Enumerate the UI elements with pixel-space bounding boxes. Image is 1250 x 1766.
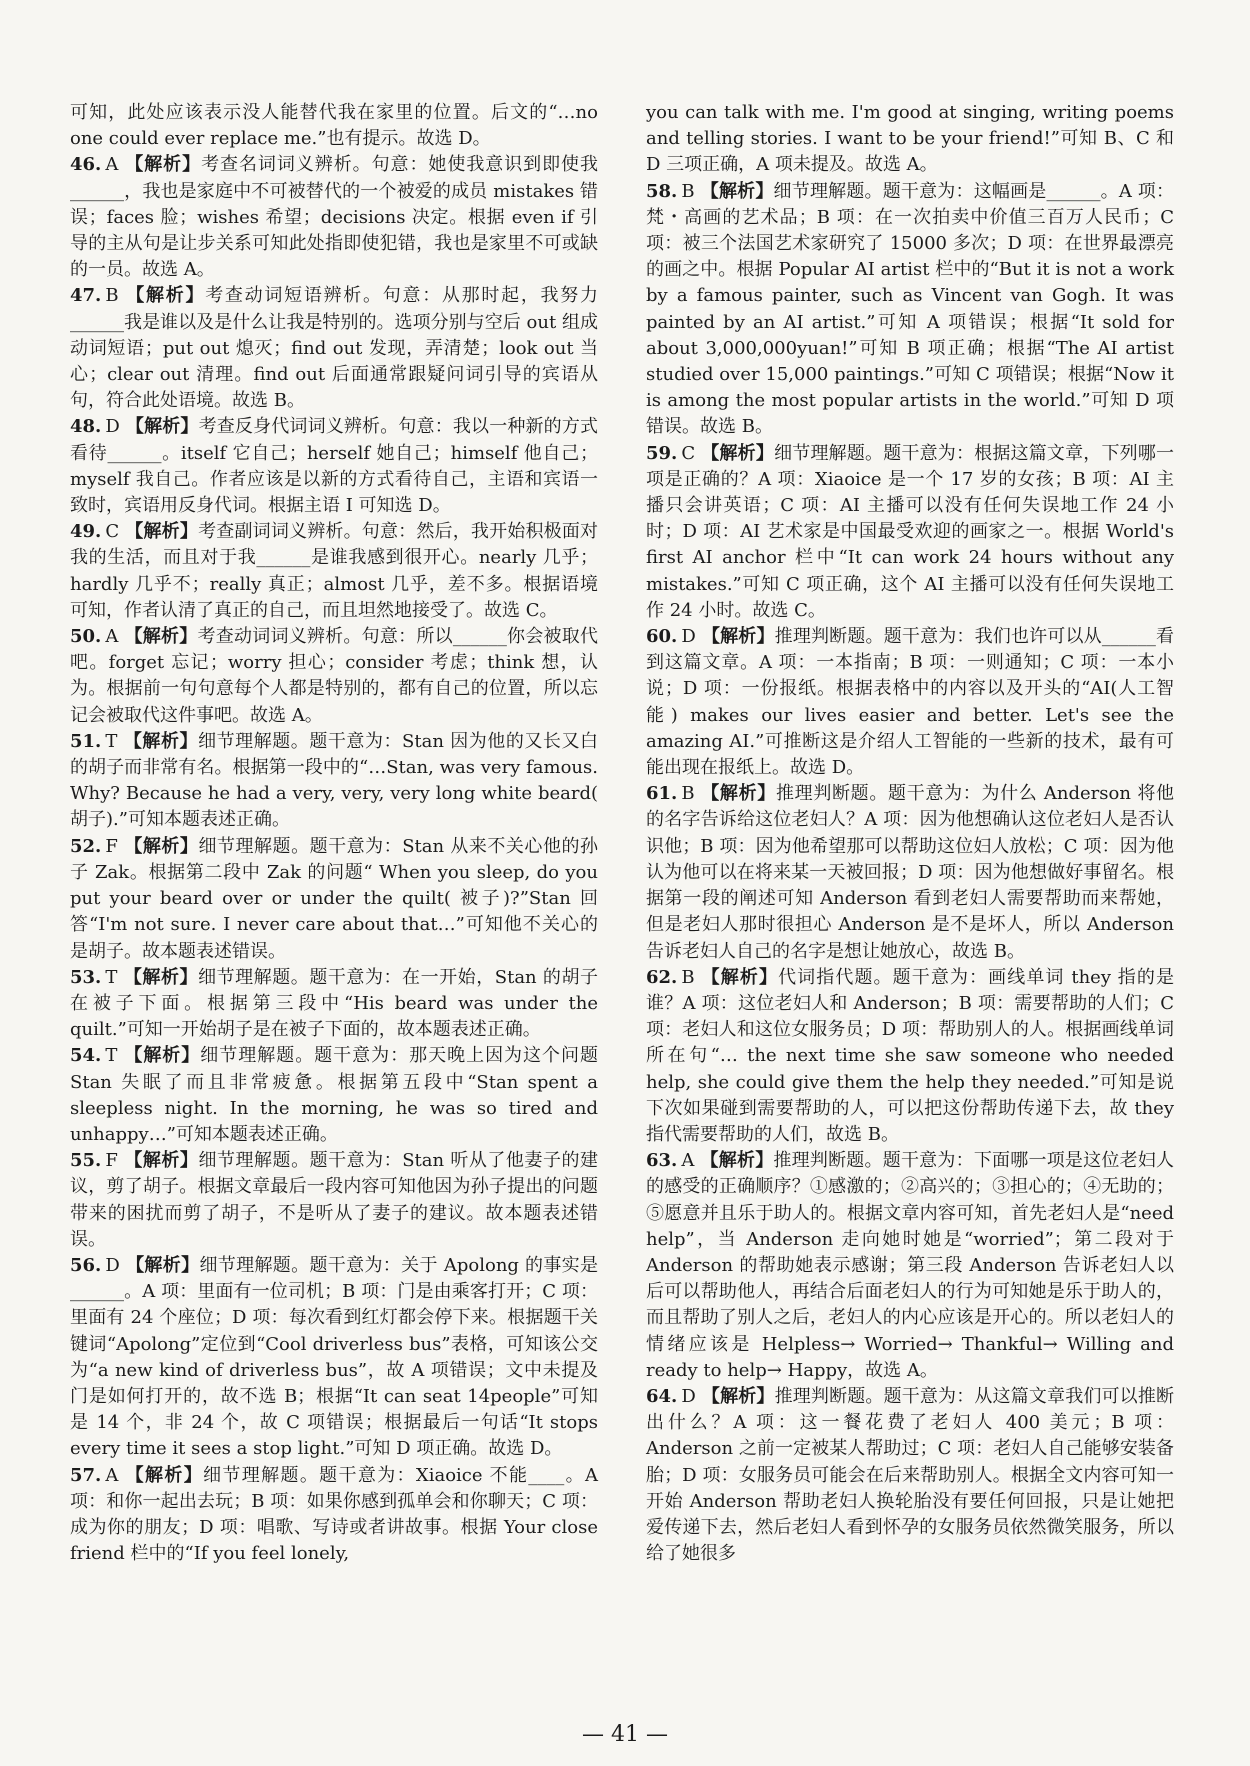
analysis-tag: 【解析】 [124,626,198,648]
explanation-text: 考查名词词义辨析。句意：她使我意识到即使我______，我也是家庭中不可被替代的一个被爱的成员 mistakes 错误；faces 脸；wishes 希望；decisions 决定。根据 even if 引导的主从句是让步关系可知此处指即使犯错，我也是家里不可或缺的一员。故选 A。 [70,154,598,281]
answer-letter: B [681,966,695,988]
question-number: 52. [70,835,102,857]
question-number: 47. [70,285,102,307]
analysis-tag: 【解析】 [124,154,202,176]
explanation-text: 细节理解题。题干意为：Stan 听从了他妻子的建议，剪了胡子。根据文章最后一段内容可知他因为孙子提出的问题带来的困扰而剪了胡子，不是听从了妻子的建议。故本题表述错误。 [70,1150,599,1250]
analysis-tag: 【解析】 [700,1150,774,1172]
question-number: 58. [646,180,678,202]
question-number: 50. [70,626,102,648]
question-number: 49. [70,521,102,543]
explanation-text: 推理判断题。题干意为：为什么 Anderson 将他的名字告诉给这位老妇人？A 项：因为他想确认这位老妇人是否认识他；B 项：因为他希望那可以帮助这位妇人放松；C 项：因为他认为他可以在将来某一天被回报；D 项：因为他想做好事留名。根据第一段的阐述可知 Anderson 看到老妇人需要帮助而来帮她，但是老妇人那时很担心 Anderson 是不是坏人，所以 Anderson 告诉老妇人自己的名字是想让她放心，故选 B。 [646,783,1175,962]
question-number: 62. [646,966,678,988]
explanation-text: 考查动词短语辨析。句意：从那时起，我努力______我是谁以及是什么让我是特别的。选项分别与空后 out 组成动词短语；put out 熄灭；find out 发现，弄清楚；look out 当心；clear out 清理。find out 后面通常跟疑问词引导的宾语从句，符合此处语境。故选 B。 [70,285,599,412]
question-number: 57. [70,1464,102,1486]
answer-letter: C [105,521,120,543]
analysis-tag: 【解析】 [701,442,775,464]
analysis-tag: 【解析】 [123,966,199,988]
explanation-text: 细节理解题。题干意为：那天晚上因为这个问题 Stan 失眠了而且非常疲惫。根据第五段中“Stan spent a sleepless night. In the morning, he was so tired and unhappy…”可知本题表述正确。 [70,1045,599,1145]
answer-letter: B [105,285,119,307]
analysis-tag: 【解析】 [125,1254,200,1276]
left-column [70,100,598,1567]
question-number: 64. [646,1385,678,1407]
analysis-tag: 【解析】 [125,416,199,438]
question-number: 60. [646,626,678,648]
analysis-tag: 【解析】 [124,1464,204,1486]
answer-entry [70,414,598,519]
continued-text [646,100,1174,179]
answer-entry [70,1043,598,1148]
explanation-text: 推理判断题。题干意为：下面哪一项是这位老妇人的感受的正确顺序？①感激的；②高兴的；③担心的；④无助的；⑤愿意并且乐于助人的。根据文章内容可知，首先老妇人是“need help”，当 Anderson 走向她时她是“worried”；第二段对于 Anderson 的帮助她表示感谢；第三段 Anderson 告诉老妇人以后可以帮助他人，再结合后面老妇人的行为可知她是乐于助人的，而且帮助了别人之后，老妇人的内心应该是开心的。所以老妇人的情绪应该是 Helpless→ Worried→ Thankful→ Willing and ready to help→ Happy，故选 A。 [646,1150,1175,1381]
answer-letter: T [105,966,118,988]
answer-entry [646,624,1174,781]
analysis-tag: 【解析】 [123,730,199,752]
explanation-text: 推理判断题。题干意为：我们也许可以从______看到这篇文章。A 项：一本指南；B 项：一则通知；C 项：一本小说；D 项：一份报纸。根据表格中的内容以及开头的“AI(人工智能) makes our lives easier and better. Let's see the amazing AI.”可推断这是介绍人工智能的一些新的技术，最有可能出现在报纸上。故选 D。 [646,626,1175,779]
answer-letter: A [105,154,119,176]
page-number: — 41 — [582,1722,668,1747]
answer-entry [646,1148,1174,1384]
question-number: 54. [70,1045,102,1067]
explanation-text: 代词指代题。题干意为：画线单词 they 指的是谁？A 项：这位老妇人和 Anderson；B 项：需要帮助的人们；C 项：老妇人和这位女服务员；D 项：帮助别人的人。根据画线单词所在句“… the next time she saw someone who needed help, she could give them the help they needed.”可知是说下次如果碰到需要帮助的人，可以把这份帮助传递下去，故 they 指代需要帮助的人们，故选 B。 [646,966,1175,1145]
answer-letter: T [105,1045,118,1067]
answer-letter: T [105,730,118,752]
explanation-text: 细节理解题。题干意为：Stan 从来不关心他的孙子 Zak。根据第二段中 Zak 的问题“ When you sleep, do you put your beard over or under the quilt( 被子)?”Stan 回答“I'm not sure. I never care about that…”可知他不关心的是胡子。故本题表述错误。 [70,835,599,962]
answer-entry [70,729,598,834]
answer-letter: D [105,1254,120,1276]
answer-entry [70,834,598,965]
answer-letter: D [105,416,120,438]
analysis-tag: 【解析】 [700,783,776,805]
question-number: 61. [646,783,678,805]
explanation-text: 细节理解题。题干意为：关于 Apolong 的事实是______。A 项：里面有一位司机；B 项：门是由乘客打开；C 项：里面有 24 个座位；D 项：每次看到红灯都会停下来。根据题干关键词“Apolong”定位到“Cool driverless bus”表格，可知该公交为“a new kind of driverless bus”，故 A 项错误；文中未提及门是如何打开的，故不选 B；根据“It can seat 14people”可知是 14 个，非 24 个，故 C 项错误；根据最后一句话“It stops every time it sees a stop light.”可知 D 项正确。故选 D。 [70,1254,599,1460]
question-number: 55. [70,1150,102,1172]
answer-entry [646,179,1174,441]
question-number: 59. [646,442,678,464]
answer-entry [646,441,1174,624]
answer-letter: C [681,442,696,464]
explanation-text: 考查动词词义辨析。句意：所以______你会被取代吧。forget 忘记；worry 担心；consider 考虑；think 想，认为。根据前一句句意每个人都是特别的，都有自己的位置，所以忘记会被取代这件事吧。故选 A。 [70,626,599,726]
question-number: 46. [70,154,102,176]
right-column [646,100,1174,1567]
analysis-tag: 【解析】 [701,626,775,648]
answer-letter: A [105,626,119,648]
answer-entry [70,965,598,1044]
question-number: 56. [70,1254,102,1276]
explanation-text: 考查副词词义辨析。句意：然后，我开始积极面对我的生活，而且对于我______是谁我感到很开心。nearly 几乎；hardly 几乎不；really 真正；almost 几乎，差不多。根据语境可知，作者认清了真正的自己，而且坦然地接受了。故选 C。 [70,521,599,621]
analysis-tag: 【解析】 [123,835,199,857]
answer-entry [70,1253,598,1463]
answer-letter: F [105,835,118,857]
answer-entry [70,1148,598,1253]
continued-text [70,100,598,152]
answer-entry [70,624,598,729]
explanation-text: you can talk with me. I'm good at singing, writing poems and telling stories. I want to be your friend!”可知 B、C 和 D 三项正确，A 项未提及。故选 A。 [646,102,1174,176]
answer-entry [70,283,598,414]
answer-letter: D [681,1385,696,1407]
analysis-tag: 【解析】 [700,966,779,988]
question-number: 63. [646,1150,678,1172]
answer-entry [70,152,598,283]
answer-letter: B [681,180,695,202]
analysis-tag: 【解析】 [123,1045,201,1067]
explanation-text: 细节理解题。题干意为：这幅画是______。A 项：梵・高画的艺术品；B 项：在一次拍卖中价值三百万人民币；C 项：被三个法国艺术家研究了 15000 多次；D 项：在世界最漂亮的画之中。根据 Popular AI artist 栏中的“But it is not a work by a famous painter, such as Vincent van Gogh. It was painted by an AI artist.”可知 A 项错误；根据“It sold for about 3,000,000yuan!”可知 B 项正确；根据“The AI artist studied over 15,000 paintings.”可知 C 项错误；根据“Now it is among the most popular artists in the world.”可知 D 项错误。故选 B。 [646,180,1174,438]
analysis-tag: 【解析】 [124,285,206,307]
answer-letter: F [105,1150,118,1172]
answer-letter: B [681,783,695,805]
answer-entry [646,781,1174,964]
analysis-tag: 【解析】 [701,1385,775,1407]
answer-entry [646,1384,1174,1567]
answer-entry [70,1463,598,1568]
explanation-text: 推理判断题。题干意为：从这篇文章我们可以推断出什么？A 项：这一餐花费了老妇人 400 美元；B 项：Anderson 之前一定被某人帮助过；C 项：老妇人自己能够安装备胎；D 项：女服务员可能会在后来帮助别人。根据全文内容可知一开始 Anderson 帮助老妇人换轮胎没有要任何回报，只是让她把爱传递下去，然后老妇人看到怀孕的女服务员依然微笑服务，所以给了她很多 [646,1385,1175,1565]
explanation-text: 可知，此处应该表示没人能替代我在家里的位置。后文的“…no one could ever replace me.”也有提示。故选 D。 [70,102,598,150]
answer-entry [646,965,1174,1148]
explanation-text: 细节理解题。题干意为：根据这篇文章，下列哪一项是正确的？A 项：Xiaoice 是一个 17 岁的女孩；B 项：AI 主播只会讲英语；C 项：AI 主播可以没有任何失误地工作 24 小时；D 项：AI 艺术家是中国最受欢迎的画家之一。根据 World's first AI anchor 栏中“It can work 24 hours without any mistakes.”可知 C 项正确，这个 AI 主播可以没有任何失误地工作 24 小时。故选 C。 [646,442,1175,621]
analysis-tag: 【解析】 [700,180,774,202]
question-number: 51. [70,730,102,752]
question-number: 53. [70,966,102,988]
answer-entry [70,519,598,624]
explanation-text: 细节理解题。题干意为：Xiaoice 不能____。A 项：和你一起出去玩；B 项：如果你感到孤单会和你聊天；C 项：成为你的朋友；D 项：唱歌、写诗或者讲故事。根据 Your close friend 栏中的“If you feel lonely, [70,1464,598,1565]
question-number: 48. [70,416,102,438]
explanation-text: 细节理解题。题干意为：在一开始，Stan 的胡子在被子下面。根据第三段中“His beard was under the quilt.”可知一开始胡子是在被子下面的，故本题表述正确。 [70,966,598,1041]
analysis-tag: 【解析】 [125,521,199,543]
answer-letter: A [681,1150,695,1172]
answer-letter: D [681,626,696,648]
answer-letter: A [105,1464,119,1486]
analysis-tag: 【解析】 [123,1150,199,1172]
explanation-text: 考查反身代词词义辨析。句意：我以一种新的方式看待______。itself 它自己；herself 她自己；himself 他自己；myself 我自己。作者应该是以新的方式看待自己，主语和宾语一致时，宾语用反身代词。根据主语 I 可知选 D。 [70,416,599,517]
explanation-text: 细节理解题。题干意为：Stan 因为他的又长又白的胡子而非常有名。根据第一段中的“…Stan, was very famous. Why? Because he had a very, very, very long white beard( 胡子).”可知本题表述正确。 [70,730,598,831]
